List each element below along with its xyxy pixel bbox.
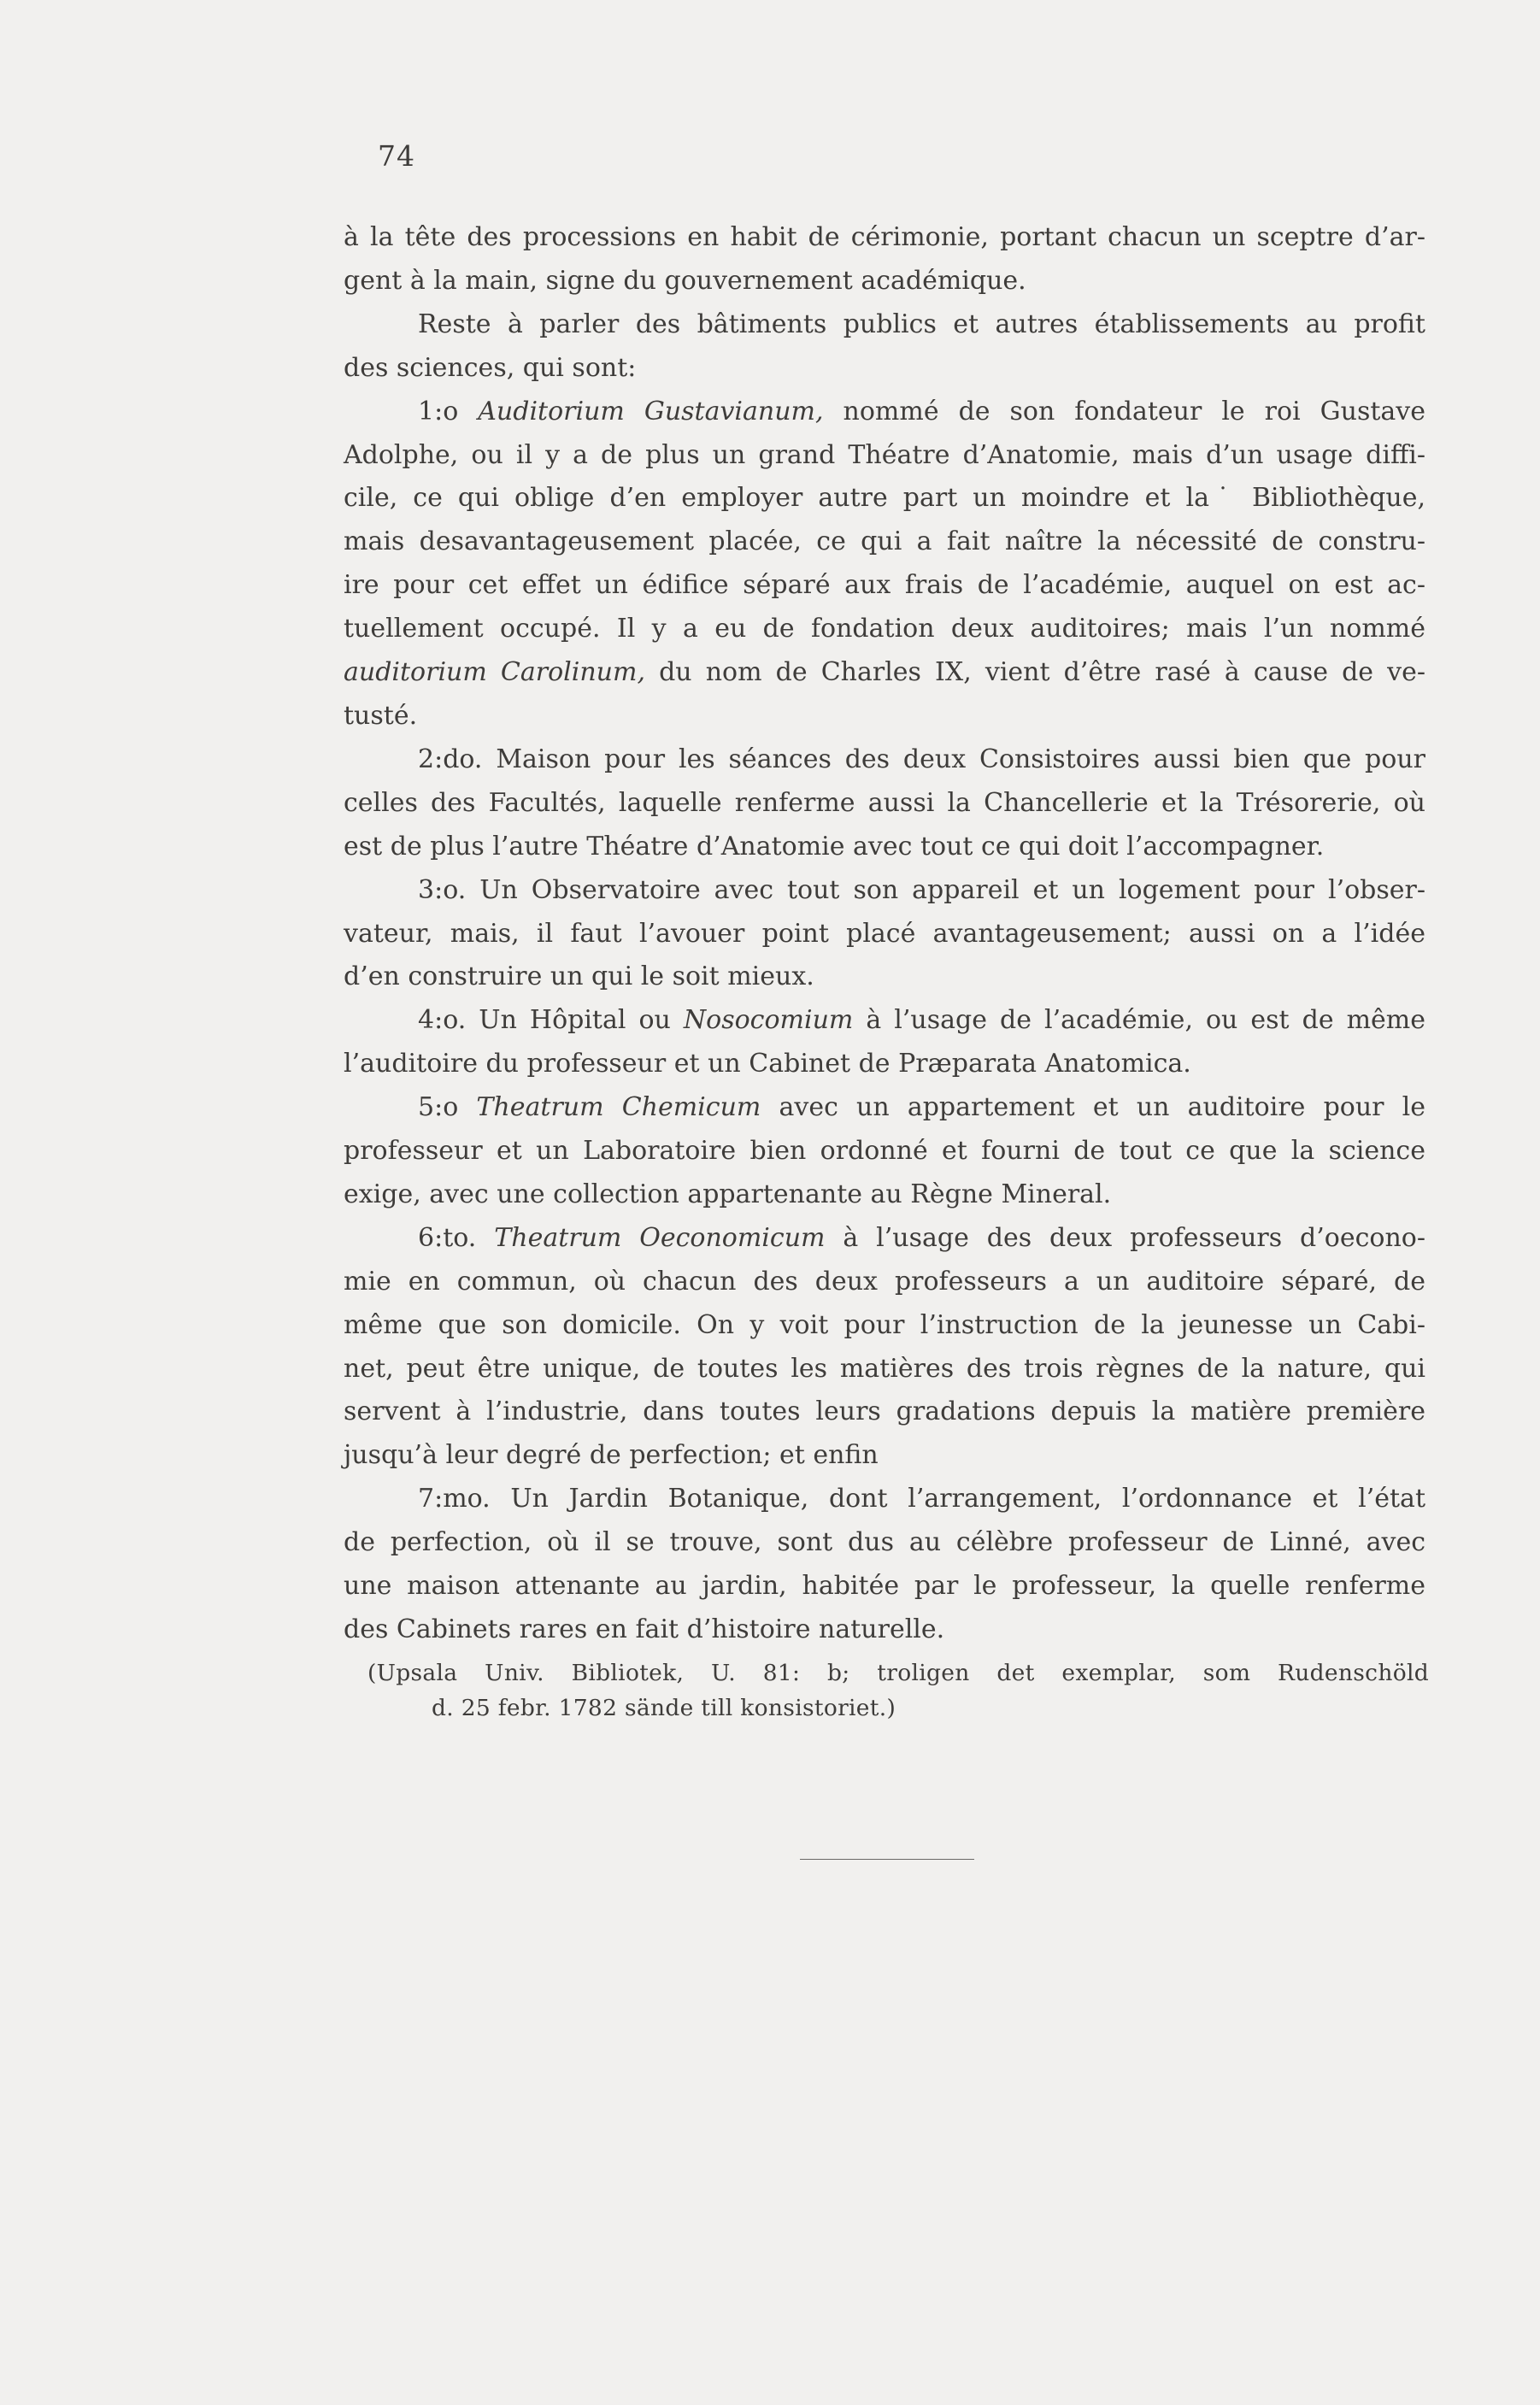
text-run: du nom de Charles IX, vient d’être rasé à cause de ve- [659,657,1425,688]
paragraph-7-line: une maison attenante au jardin, habitée par le professeur, la quelle renferme [344,1571,1425,1602]
italic-title: Theatrum Chemicum [476,1092,761,1123]
paragraph-5-line: professeur et un Laboratoire bien ordonné et fourni de tout ce que la science [344,1136,1425,1167]
paragraph-2-line: 2:do. Maison pour les séances des deux Consistoires aussi bien que pour [418,744,1425,774]
paragraph-6-line: mie en commun, où chacun des deux professeurs a un auditoire séparé, de [344,1266,1425,1297]
paragraph-5-line [344,1086,1425,1130]
text-run: à l’usage de l’académie, ou est de même [866,1005,1426,1036]
paragraph-5-line: exige, avec une collection appartenante au Règne Mineral. [344,1179,1112,1209]
page-number: 74 [378,139,415,173]
italic-title: Auditorium Gustavianum, [478,396,824,426]
section-divider [800,1859,974,1860]
paragraph-6-line: même que son domicile. On y voit pour l’instruction de la jeunesse un Cabi- [344,1309,1425,1340]
paragraph-1-line [344,391,1425,434]
paragraph-3-line: d’en construire un qui le soit mieux. [344,961,814,992]
paragraph-6-line: net, peut être unique, de toutes les matières des trois règnes de la nature, qui [344,1353,1425,1384]
text-run: à l’usage des deux professeurs d’oecono- [843,1222,1425,1253]
text-line: gent à la main, signe du gouvernement académique. [344,265,1026,296]
italic-title: auditorium Carolinum, [344,657,645,688]
paragraph-1-line: Adolphe, ou il y a de plus un grand Théatre d’Anatomie, mais d’un usage diffi- [344,439,1425,470]
paragraph-6-line: jusqu’à leur degré de perfection; et enfin [344,1440,879,1471]
paragraph-1-line [344,651,1425,695]
paragraph-1-line: mais desavantageusement placée, ce qui a fait naître la nécessité de constru- [344,526,1425,557]
text-line: Reste à parler des bâtiments publics et autres établissements au profit [418,309,1425,339]
paragraph-7-line: de perfection, où il se trouve, sont dus au célèbre professeur de Linné, avec [344,1527,1425,1558]
paragraph-7-line: des Cabinets rares en fait d’histoire naturelle. [344,1614,945,1644]
item-number: 6:to. [418,1222,477,1253]
paragraph-7-line: 7:mo. Un Jardin Botanique, dont l’arrangement, l’ordonnance et l’état [418,1484,1425,1514]
paragraph-3-line: vateur, mais, il faut l’avouer point placé avantageusement; aussi on a l’idée [344,918,1425,949]
item-number: 5:o [418,1092,459,1123]
source-note-line: d. 25 febr. 1782 sände till konsistoriet.) [432,1695,896,1721]
paragraph-1-line: cile, ce qui oblige d’en employer autre part un moindre et la˙ Bibliothèque, [344,483,1425,514]
italic-title: Theatrum Oeconomicum [494,1222,826,1253]
paragraph-4-line [344,999,1425,1043]
paragraph-2-line: est de plus l’autre Théatre d’Anatomie avec tout ce qui doit l’accompagner. [344,831,1325,861]
source-note-line: (Upsala Univ. Bibliotek, U. 81: b; troligen det exemplar, som Rudenschöld [367,1660,1429,1686]
paragraph-3-line: 3:o. Un Observatoire avec tout son appareil et un logement pour l’obser- [418,874,1425,905]
paragraph-1-line: ire pour cet effet un édifice séparé aux frais de l’académie, auquel on est ac- [344,570,1425,601]
item-number: 1:o [418,396,459,426]
source-note [367,1655,1429,1726]
paragraph-1-line: tusté. [344,700,418,731]
paragraph-1-line: tuellement occupé. Il y a eu de fondation deux auditoires; mais l’un nommé [344,614,1425,644]
text-run: avec un appartement et un auditoire pour le [779,1092,1425,1123]
text-run: nommé de son fondateur le roi Gustave [843,396,1425,426]
italic-title: Nosocomium [683,1005,854,1036]
paragraph-6-line: servent à l’industrie, dans toutes leurs gradations depuis la matière première [344,1397,1425,1427]
paragraph-4-line: l’auditoire du professeur et un Cabinet de Præparata Anatomica. [344,1049,1191,1079]
body-text [344,216,1425,1652]
paragraph-6-line [344,1217,1425,1261]
text-line: des sciences, qui sont: [344,352,637,383]
text-line: à la tête des processions en habit de cérimonie, portant chacun un sceptre d’ar- [344,222,1425,252]
text-run: 4:o. Un Hôpital ou [418,1005,671,1036]
paragraph-2-line: celles des Facultés, laquelle renferme aussi la Chancellerie et la Trésorerie, où [344,787,1425,818]
